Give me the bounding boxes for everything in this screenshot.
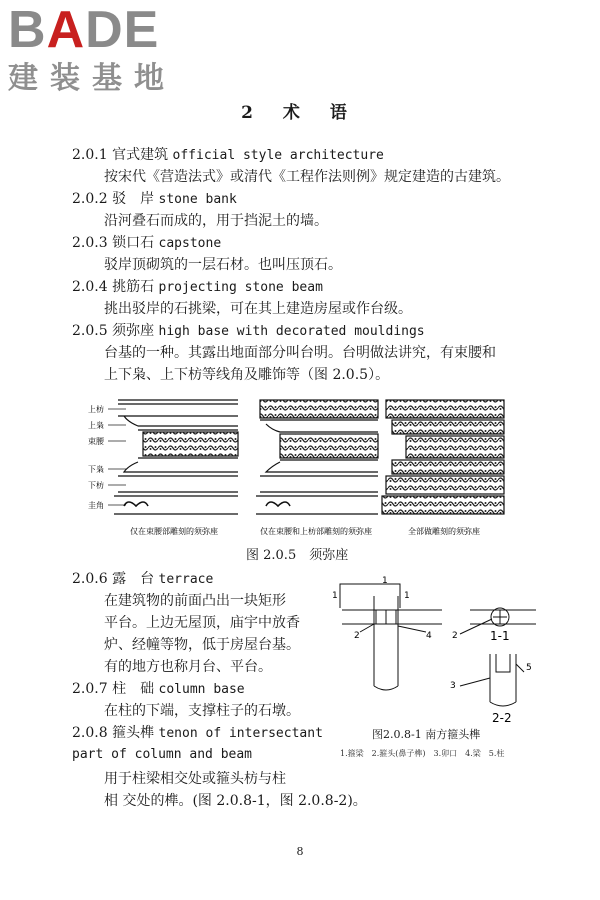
term-heading: 2.0.2 驳 岸 stone bank	[72, 191, 237, 207]
mark-2-top: 1	[382, 576, 388, 586]
mark-1-left: 1	[332, 591, 338, 601]
figure-title-2081: 图2.0.8-1 南方箍头榫	[372, 728, 481, 741]
term-heading: 2.0.4 挑筋石 projecting stone beam	[72, 279, 323, 295]
term-heading: 2.0.7 柱 础 column base	[72, 681, 245, 697]
term-heading: 2.0.6 露 台 terrace	[72, 571, 214, 587]
mark-2-left: 2	[354, 631, 360, 641]
mark-2-right: 2	[452, 631, 458, 641]
mark-3: 3	[450, 681, 456, 691]
figure-legend-2081: 1.箍梁 2.箍头(鼻子榫) 3.卯口 4.梁 5.柱	[340, 749, 505, 758]
figure-title: 图 2.0.5 须弥座	[246, 548, 349, 563]
mark-4: 4	[426, 631, 432, 641]
brand-logo: BADE	[8, 1, 160, 59]
mark-1-right: 1	[404, 591, 410, 601]
tenon-joint-figure	[330, 574, 540, 724]
label-guijiao: 圭角	[88, 501, 104, 510]
figure-caption-2: 仅在束腰和上枋部雕刻的须弥座	[260, 527, 372, 536]
term-description: 炉、经幢等物，低于房屋台基。	[104, 637, 300, 653]
term-heading: 2.0.8 箍头榫 tenon of intersectant	[72, 725, 323, 741]
term-description: 有的地方也称月台、平台。	[104, 659, 272, 675]
figure-caption-1: 仅在束腰部雕刻的须弥座	[130, 527, 218, 536]
term-description: 沿河叠石而成的，用于挡泥土的墙。	[104, 213, 328, 229]
brand-logo-subtitle: 建装基地	[8, 61, 176, 96]
section-title: 2 术 语	[241, 103, 359, 123]
term-description: 在柱的下端，支撑柱子的石墩。	[104, 703, 300, 719]
term-heading: 2.0.3 锁口石 capstone	[72, 235, 222, 251]
label-shangxiao: 上枭	[88, 421, 104, 430]
label-shuyao: 束腰	[88, 437, 104, 446]
sumeru-base-3	[382, 400, 504, 514]
term-description: 挑出驳岸的石挑梁，可在其上建造房屋或作台级。	[104, 301, 412, 317]
label-shangfang: 上枋	[88, 405, 104, 414]
mark-5: 5	[526, 663, 532, 673]
sumeru-base-figure	[88, 396, 528, 546]
term-description: 用于柱梁相交处或箍头枋与柱	[104, 771, 286, 787]
label-xiafang: 下枋	[88, 481, 104, 490]
term-description: 相 交处的榫。(图 2.0.8-1，图 2.0.8-2)。	[104, 793, 367, 809]
figure-caption-3: 全部做雕刻的须弥座	[408, 527, 480, 536]
term-heading-continued: part of column and beam	[72, 747, 253, 762]
term-description: 驳岸顶砌筑的一层石材。也叫压顶石。	[104, 257, 342, 273]
term-description: 台基的一种。其露出地面部分叫台明。台明做法讲究，有束腰和	[104, 345, 496, 361]
term-description: 平台。上边无屋顶，庙宇中放香	[104, 615, 300, 631]
label-xiaxiao: 下枭	[88, 465, 104, 474]
term-description: 按宋代《营造法式》或清代《工程作法则例》规定建造的古建筑。	[104, 169, 510, 185]
sumeru-base-1	[114, 400, 238, 514]
page-number: 8	[296, 845, 304, 858]
term-description: 在建筑物的前面凸出一块矩形	[104, 593, 286, 609]
term-description: 上下枭、上下枋等线角及雕饰等（图 2.0.5）。	[104, 367, 390, 383]
term-heading: 2.0.1 官式建筑 official style architecture	[72, 147, 384, 163]
section-label-2-2: 2-2	[492, 711, 512, 724]
section-label-1-1: 1-1	[490, 629, 510, 643]
sumeru-base-2	[256, 400, 378, 514]
term-heading: 2.0.5 须弥座 high base with decorated mouldings	[72, 323, 425, 339]
